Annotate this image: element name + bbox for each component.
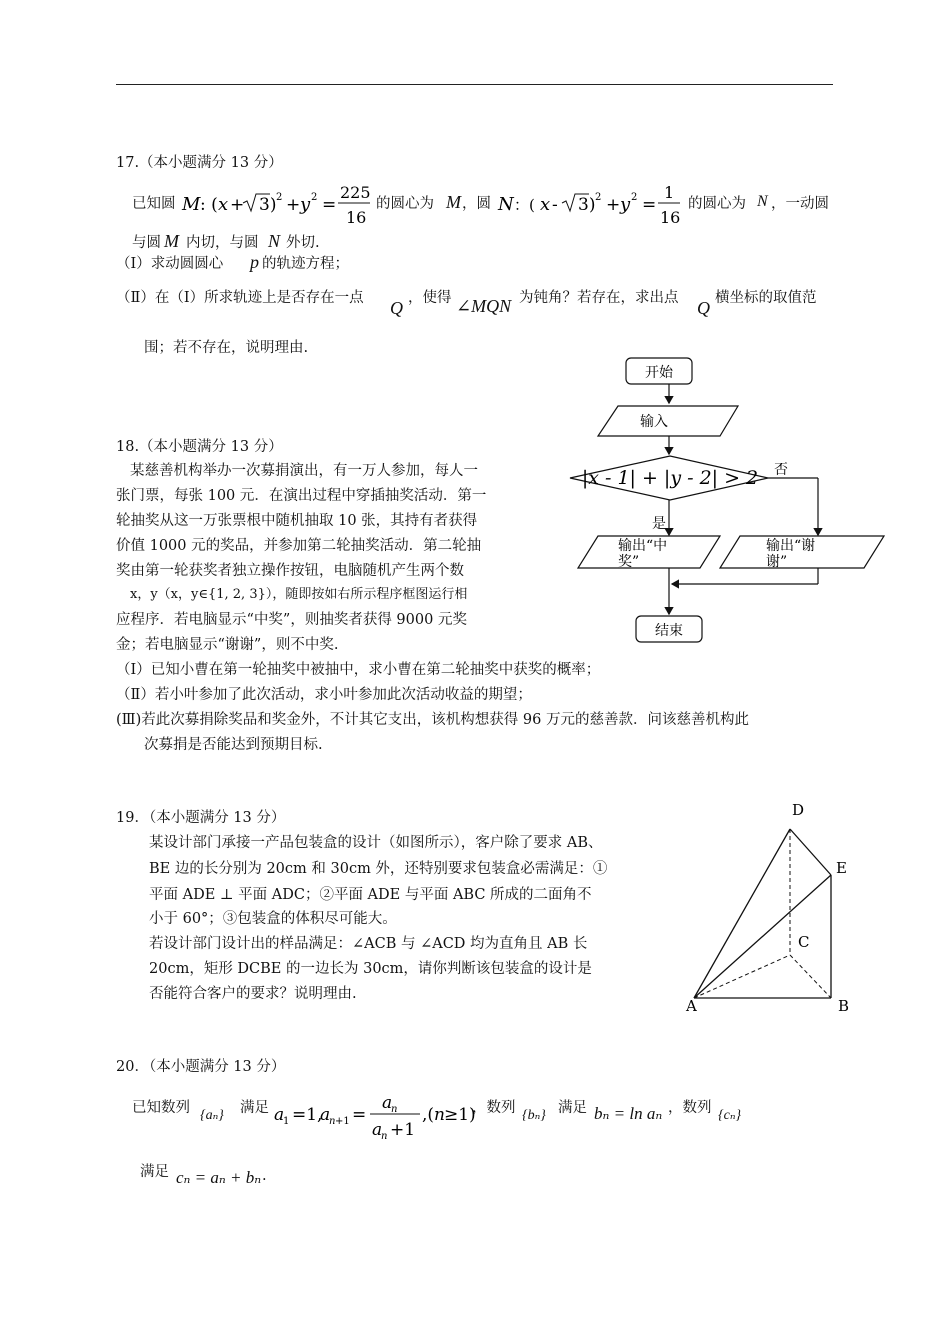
- q17-part1-end: 的轨迹方程；: [262, 256, 349, 272]
- flowchart-output-win-1: 输出“中: [618, 538, 668, 554]
- q18-line-8: 金；若电脑显示“谢谢”，则不中奖.: [116, 637, 339, 653]
- svg-text:y: y: [620, 194, 631, 215]
- q20-b-definition: bₙ = ln aₙ: [594, 1104, 663, 1123]
- q17-point-p: p: [250, 252, 259, 272]
- q19-line-7: 否能符合客户的要求？说明理由.: [149, 986, 357, 1002]
- q17-point-q2: Q: [697, 298, 710, 318]
- svg-text:：(: ：(: [514, 196, 535, 214]
- svg-text:-: -: [552, 195, 558, 215]
- flowchart-output-thanks-1: 输出“谢: [766, 538, 816, 554]
- svg-text:=: =: [352, 1105, 367, 1125]
- q20-line2-end: .: [262, 1168, 267, 1184]
- q20-heading: 20．（本小题满分 13 分）: [116, 1059, 286, 1075]
- svg-text:=: =: [322, 195, 337, 215]
- q17-line1-suffix: 的圆心为: [688, 196, 746, 212]
- svg-text:≥1): ≥1): [444, 1105, 476, 1125]
- q20-line1-e: ，数列: [668, 1100, 712, 1116]
- svg-text:n: n: [329, 1116, 336, 1127]
- q17-line2-a: 与圆: [132, 235, 161, 251]
- q18-part1: （Ⅰ）已知小曹在第一轮抽奖中被抽中，求小曹在第二轮抽奖中获奖的概率；: [116, 662, 601, 678]
- svg-text:,(: ,(: [422, 1105, 435, 1125]
- q18-line-7: 应程序．若电脑显示“中奖”，则抽奖者获得 9000 元奖: [116, 612, 467, 628]
- vertex-a-label: A: [686, 997, 697, 1015]
- q17-point-q: Q: [390, 298, 403, 318]
- svg-text:1: 1: [664, 183, 675, 202]
- q17-part1: （Ⅰ）求动圆圆心: [116, 256, 224, 272]
- q17-line2-n: N: [268, 231, 281, 251]
- q20-line1-d: 满足: [558, 1100, 587, 1116]
- q18-part3: (Ⅲ)若此次募捐除奖品和奖金外，不计其它支出，该机构想获得 96 万元的慈善款．问该慈善机构此: [116, 712, 749, 728]
- q20-seq-a: {aₙ}: [200, 1108, 224, 1123]
- q17-part2-d: 横坐标的取值范: [715, 290, 817, 306]
- svg-text:1: 1: [283, 1116, 290, 1127]
- q19-line-3: 平面 ADE ⊥ 平面 ADC；②平面 ADE 与平面 ABC 所成的二面角不: [149, 887, 592, 903]
- packaging-box-figure: [676, 795, 856, 1025]
- q18-part3-line2: 次募捐是否能达到预期目标.: [144, 737, 323, 753]
- q17-line1-prefix: 已知圆: [132, 196, 176, 212]
- svg-text:+1: +1: [390, 1120, 416, 1140]
- q18-line-6: x，y（x，y∈{1, 2, 3}），随即按如右所示程序框图运行相: [130, 587, 468, 602]
- svg-text:M: M: [182, 194, 201, 215]
- q20-recurrence: [272, 1088, 482, 1144]
- q20-seq-b: {bₙ}: [522, 1108, 546, 1123]
- q17-circle-n-equation: [496, 178, 682, 230]
- q18-line-1: 某慈善机构举办一次募捐演出，有一万人参加，每人一: [130, 463, 478, 479]
- q18-heading: 18.（本小题满分 13 分）: [116, 439, 283, 455]
- svg-text:=1,: =1,: [292, 1105, 323, 1125]
- q19-line-6: 20cm，矩形 DCBE 的一边长为 30cm，请你判断该包装盒的设计是: [149, 961, 592, 977]
- q19-line-2: BE 边的长分别为 20cm 和 30cm 外，还特别要求包装盒必需满足：①: [149, 861, 608, 877]
- svg-text:: (: : (: [200, 195, 218, 215]
- svg-text:2: 2: [311, 192, 318, 203]
- q18-line-5: 奖由第一轮获奖者独立操作按钮，电脑随机产生两个数: [116, 563, 464, 579]
- q17-heading: 17.（本小题满分 13 分）: [116, 155, 283, 171]
- flowchart-output-thanks-2: 谢”: [766, 554, 788, 570]
- svg-text:a: a: [372, 1120, 383, 1140]
- vertex-d-label: D: [792, 801, 805, 819]
- flowchart-input-box: [598, 406, 738, 436]
- svg-text:n: n: [434, 1105, 445, 1125]
- q20-line1-c: ，数列: [472, 1100, 516, 1116]
- svg-text:x: x: [540, 194, 551, 215]
- q17-line1-end: ，一动圆: [771, 196, 829, 212]
- vertex-c-label: C: [798, 933, 810, 951]
- flowchart-diagram: [560, 350, 900, 650]
- vertex-b-label: B: [838, 997, 850, 1015]
- q18-line-4: 价值 1000 元的奖品，并参加第二轮抽奖活动．第二轮抽: [116, 538, 482, 554]
- svg-text:+: +: [230, 195, 245, 215]
- svg-text:2: 2: [595, 192, 602, 203]
- q18-line-3: 轮抽奖从这一万张票根中随机抽取 10 张，其持有者获得: [116, 513, 478, 529]
- svg-text:2: 2: [276, 192, 283, 203]
- svg-text:225: 225: [340, 183, 371, 202]
- q17-part2-line2: 围；若不存在，说明理由.: [144, 340, 309, 356]
- svg-text:N: N: [498, 194, 514, 215]
- svg-text:16: 16: [346, 208, 367, 227]
- svg-text:x: x: [218, 194, 229, 215]
- q19-line-1: 某设计部门承接一产品包装盒的设计（如图所示），客户除了要求 AB、: [149, 835, 603, 851]
- vertex-e-label: E: [836, 859, 847, 877]
- q17-circle-m-equation: [180, 178, 372, 230]
- svg-text:=: =: [642, 195, 657, 215]
- q17-line1-mid: 的圆心为: [376, 196, 434, 212]
- q17-part2-c: 为钝角？若存在，求出点: [519, 290, 679, 306]
- svg-text:a: a: [274, 1105, 285, 1125]
- flowchart-start-label: 开始: [645, 365, 673, 381]
- q20-c-definition: cₙ = aₙ + bₙ: [176, 1168, 262, 1187]
- q19-line-4: 小于 60°；③包装盒的体积尽可能大。: [149, 911, 397, 927]
- svg-text:+: +: [286, 195, 301, 215]
- flowchart-yes-label: 是: [652, 516, 666, 532]
- flowchart-condition: |x - 1| + |y - 2| > 2: [581, 467, 759, 489]
- svg-text:2: 2: [631, 192, 638, 203]
- q17-point-n: N: [757, 193, 768, 210]
- flowchart-end-label: 结束: [655, 623, 683, 639]
- q17-point-m: M: [446, 192, 461, 212]
- q17-line1-mid2: ，圆: [462, 196, 491, 212]
- svg-text:a: a: [382, 1093, 393, 1113]
- q19-line-5: 若设计部门设计出的样品满足：∠ACB 与 ∠ACD 均为直角且 AB 长: [149, 936, 588, 952]
- q20-line1-b: 满足: [240, 1100, 269, 1116]
- header-rule: [116, 84, 833, 85]
- q17-part2-a: （Ⅱ）在（Ⅰ）所求轨迹上是否存在一点: [116, 290, 364, 306]
- q18-part2: （Ⅱ）若小叶参加了此次活动，求小叶参加此次活动收益的期望；: [116, 687, 532, 703]
- svg-text:16: 16: [660, 208, 681, 227]
- q20-line1-a: 已知数列: [132, 1100, 190, 1116]
- svg-text:y: y: [300, 194, 311, 215]
- svg-text:n: n: [381, 1131, 388, 1142]
- svg-text:3): 3): [259, 195, 277, 215]
- flowchart-input-label: 输入: [640, 414, 668, 430]
- flowchart-no-label: 否: [774, 462, 788, 478]
- q17-line2-m: M: [164, 231, 179, 251]
- q20-line2-a: 满足: [140, 1164, 169, 1180]
- svg-text:3): 3): [578, 195, 596, 215]
- q17-line2-b: 内切，与圆: [186, 235, 259, 251]
- svg-text:+: +: [606, 195, 621, 215]
- q18-line-2: 张门票，每张 100 元．在演出过程中穿插抽奖活动．第一: [116, 488, 487, 504]
- q17-angle-mqn: ∠MQN: [456, 296, 512, 316]
- svg-text:n: n: [391, 1104, 398, 1115]
- q17-part2-b: ，使得: [408, 290, 452, 306]
- svg-text:a: a: [320, 1105, 331, 1125]
- q17-line2-c: 外切.: [286, 235, 320, 251]
- flowchart-output-win-2: 奖”: [618, 554, 640, 570]
- svg-text:+1: +1: [335, 1116, 350, 1127]
- q19-heading: 19．（本小题满分 13 分）: [116, 810, 286, 826]
- q20-seq-c: {cₙ}: [718, 1108, 742, 1123]
